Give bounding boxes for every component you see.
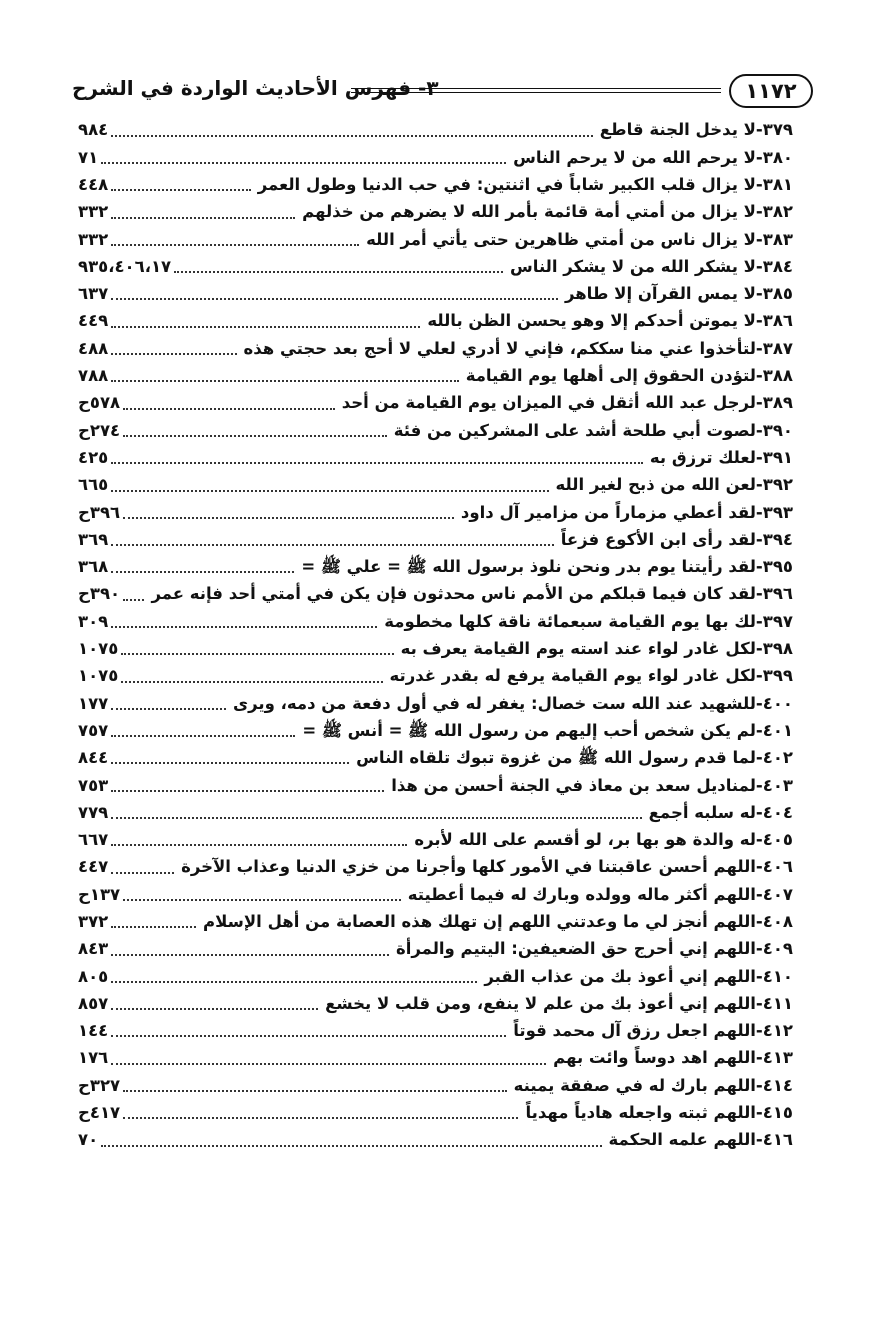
entry-text: ٣٨٣-لا يزال ناس من أمتي ظاهرين حتى يأتي أمر الله	[366, 229, 793, 249]
index-entry	[78, 308, 793, 335]
index-entry	[78, 526, 793, 553]
entry-page-ref: ٩٨٤	[78, 120, 109, 140]
entry-page-ref: ٦٦٥	[78, 475, 109, 495]
dot-leader	[111, 544, 553, 546]
entry-text: ٤٠٧-اللهم أكثر ماله وولده وبارك له فيما أعطيته	[407, 884, 793, 904]
entry-page-ref: ٧٨٨	[78, 366, 109, 386]
dot-leader	[111, 954, 389, 956]
entry-text: ٤١٠-اللهم إني أعوذ بك من عذاب القبر	[484, 966, 793, 986]
entry-text: ٣٨٥-لا يمس القرآن إلا طاهر	[564, 284, 793, 304]
entry-text: ٣٩٣-لقد أعطي مزماراً من مزامير آل داود	[460, 502, 793, 522]
entry-page-ref: ٣٣٢	[78, 202, 109, 222]
dot-leader	[111, 872, 174, 874]
entry-text: ٤٠١-لم يكن شخص أحب إليهم من رسول الله ﷺ = أنس ﷺ =	[302, 720, 793, 740]
header-title: ٣- فهرس الأحاديث الواردة في الشرح	[72, 76, 439, 100]
entry-page-ref: ٤٤٨	[78, 174, 109, 194]
entry-text: ٣٧٩-لا يدخل الجنة قاطع	[599, 120, 793, 140]
entry-page-ref: ١٠٧٥	[78, 639, 119, 659]
dot-leader	[111, 1063, 546, 1065]
entry-page-ref: ١٧٦	[78, 1048, 109, 1068]
entry-text: ٣٩٦-لقد كان فيما قبلكم من الأمم ناس محدثون فإن يكن في أمتي أحد فإنه عمر	[151, 584, 793, 604]
dot-leader	[123, 899, 401, 901]
index-entry	[78, 1045, 793, 1072]
dot-leader	[111, 135, 593, 137]
index-entry	[78, 117, 793, 144]
entry-page-ref: ٧٠	[78, 1130, 99, 1150]
index-entry	[78, 499, 793, 526]
index-entry	[78, 799, 793, 826]
index-entry	[78, 1127, 793, 1154]
entry-text: ٤١١-اللهم إني أعوذ بك من علم لا ينفع، ومن قلب لا يخشع	[325, 993, 793, 1013]
entry-page-ref: ٣٦٨	[78, 557, 109, 577]
entry-text: ٤٠٥-له والدة هو بها بر، لو أقسم على الله لأبره	[414, 830, 793, 850]
entry-page-ref: ١٣٧ح	[78, 884, 121, 904]
entry-page-ref: ٣٠٩	[78, 611, 109, 631]
entry-page-ref: ٣٦٩	[78, 529, 109, 549]
entry-page-ref: ٤٢٥	[78, 447, 109, 467]
dot-leader	[101, 1145, 601, 1147]
entry-text: ٤٠٢-لما قدم رسول الله ﷺ من غزوة تبوك تلقاه الناس	[356, 748, 793, 768]
dot-leader	[111, 380, 458, 382]
dot-leader	[111, 981, 477, 983]
dot-leader	[111, 790, 384, 792]
dot-leader	[111, 626, 377, 628]
dot-leader	[123, 517, 454, 519]
index-entry	[78, 636, 793, 663]
entry-page-ref: ٤٤٩	[78, 311, 109, 331]
entry-page-ref: ٧٥٣	[78, 775, 109, 795]
dot-leader	[111, 926, 196, 928]
index-entry	[78, 581, 793, 608]
entry-text: ٤٠٠-للشهيد عند الله ست خصال: يغفر له في أول دفعة من دمه، ويرى	[233, 693, 793, 713]
index-entry	[78, 1100, 793, 1127]
index-entry	[78, 936, 793, 963]
index-entry	[78, 281, 793, 308]
entry-page-ref: ١٤٤	[78, 1021, 109, 1041]
dot-leader	[111, 1008, 318, 1010]
dot-leader	[121, 681, 382, 683]
dot-leader	[111, 298, 558, 300]
entry-page-ref: ٣٣٢	[78, 229, 109, 249]
entry-page-ref: ١٠٧٥	[78, 666, 119, 686]
dot-leader	[174, 271, 503, 273]
entry-text: ٤١٣-اللهم اهد دوساً وائت بهم	[553, 1048, 793, 1068]
entry-text: ٣٨١-لا يزال قلب الكبير شاباً في اثنتين: في حب الدنيا وطول العمر	[257, 174, 793, 194]
entry-page-ref: ٤٨٨	[78, 338, 109, 358]
index-entry	[78, 363, 793, 390]
entry-text: ٤٠٤-له سلبه أجمع	[648, 802, 793, 822]
entry-page-ref: ٣٩٦ح	[78, 502, 121, 522]
index-entry	[78, 390, 793, 417]
entry-text: ٣٩٠-لصوت أبي طلحة أشد على المشركين من فئة	[393, 420, 793, 440]
entry-text: ٣٩٩-لكل غادر لواء يوم القيامة يرفع له بقدر غدرته	[389, 666, 793, 686]
index-entry	[78, 718, 793, 745]
entry-text: ٣٨٩-لرجل عبد الله أثقل في الميزان يوم القيامة من أحد	[341, 393, 793, 413]
index-entry	[78, 608, 793, 635]
index-entry	[78, 172, 793, 199]
entry-text: ٤٠٦-اللهم أحسن عاقبتنا في الأمور كلها وأجرنا من خزي الدنيا وعذاب الآخرة	[181, 857, 793, 877]
dot-leader	[111, 844, 407, 846]
entry-page-ref: ٨٥٧	[78, 993, 109, 1013]
dot-leader	[123, 1117, 518, 1119]
entry-text: ٤٠٨-اللهم أنجز لي ما وعدتني اللهم إن تهلك هذه العصابة من أهل الإسلام	[203, 912, 793, 931]
index-entry	[78, 663, 793, 690]
dot-leader	[123, 599, 144, 601]
dot-leader	[123, 435, 387, 437]
dot-leader	[111, 462, 643, 464]
entry-text: ٣٨٠-لا يرحم الله من لا يرحم الناس	[513, 147, 793, 167]
entry-page-ref: ٧٥٧	[78, 720, 109, 740]
entry-page-ref: ٦٣٧	[78, 284, 109, 304]
index-entry	[78, 417, 793, 444]
page-number: ١١٧٢	[729, 74, 813, 108]
entry-text: ٣٨٦-لا يموتن أحدكم إلا وهو يحسن الظن بالله	[427, 311, 793, 331]
entry-text: ٣٩٨-لكل غادر لواء عند استه يوم القيامة يعرف به	[400, 639, 793, 659]
entry-page-ref: ٨٤٣	[78, 939, 109, 959]
index-entry	[78, 253, 793, 280]
entry-text: ٣٩٤-لقد رأى ابن الأكوع فزعاً	[560, 529, 793, 549]
dot-leader	[121, 653, 393, 655]
dot-leader	[111, 353, 236, 355]
entry-page-ref: ٦٦٧	[78, 830, 109, 850]
dot-leader	[123, 408, 335, 410]
dot-leader	[111, 217, 295, 219]
entry-text: ٤١٦-اللهم علمه الحكمة	[608, 1130, 793, 1150]
entry-text: ٣٨٢-لا يزال من أمتي أمة قائمة بأمر الله لا يضرهم من خذلهم	[302, 202, 793, 222]
entry-text: ٣٨٧-لتأخذوا عني منا سككم، فإني لا أدري لعلي لا أحج بعد حجتي هذه	[243, 338, 793, 358]
index-entry	[78, 1072, 793, 1099]
entry-page-ref: ٤٤٧	[78, 857, 109, 877]
entry-text: ٤١٥-اللهم ثبته واجعله هادياً مهدياً	[525, 1103, 793, 1123]
entry-page-ref: ١٧٧	[78, 693, 109, 713]
entry-text: ٤١٤-اللهم بارك له في صفقة يمينه	[513, 1075, 793, 1095]
entry-text: ٣٩٢-لعن الله من ذبح لغير الله	[555, 475, 793, 495]
index-entry	[78, 554, 793, 581]
dot-leader	[111, 244, 359, 246]
entry-text: ٣٩٥-لقد رأيتنا يوم بدر ونحن نلوذ برسول الله ﷺ = علي ﷺ =	[301, 557, 793, 577]
index-entry	[78, 472, 793, 499]
dot-leader	[111, 1035, 506, 1037]
dot-leader	[111, 817, 641, 819]
entry-page-ref: ٤١٧ح	[78, 1103, 121, 1123]
dot-leader	[111, 490, 548, 492]
dot-leader	[111, 762, 349, 764]
index-entry	[78, 144, 793, 171]
entry-page-ref: ٣٢٧ح	[78, 1075, 121, 1095]
index-entry	[78, 1018, 793, 1045]
dot-leader	[111, 735, 295, 737]
entry-page-ref: ٢٧٤ح	[78, 420, 121, 440]
entry-page-ref: ٧٧٩	[78, 802, 109, 822]
dot-leader	[111, 708, 226, 710]
entry-page-ref: ٥٧٨ح	[78, 393, 121, 413]
index-entry	[78, 772, 793, 799]
entry-text: ٣٩٧-لك بها يوم القيامة سبعمائة ناقة كلها مخطومة	[384, 611, 793, 631]
entry-text: ٣٩١-لعلك ترزق به	[649, 447, 793, 467]
index-entry	[78, 963, 793, 990]
entry-page-ref: ٨٠٥	[78, 966, 109, 986]
entry-page-ref: ٩٣٥،٤٠٦،١٧	[78, 256, 172, 276]
entry-page-ref: ٣٩٠ح	[78, 584, 121, 604]
entry-page-ref: ٧١	[78, 147, 99, 167]
page-header	[72, 74, 813, 110]
index-entry	[78, 854, 793, 881]
hadith-index-list	[78, 117, 793, 1154]
index-entry	[78, 881, 793, 908]
dot-leader	[111, 326, 420, 328]
index-entry	[78, 745, 793, 772]
index-entry	[78, 690, 793, 717]
index-entry	[78, 199, 793, 226]
entry-page-ref: ٣٧٢	[78, 912, 109, 931]
index-entry	[78, 991, 793, 1018]
index-entry	[78, 335, 793, 362]
entry-text: ٤٠٣-لمناديل سعد بن معاذ في الجنة أحسن من هذا	[391, 775, 793, 795]
index-entry	[78, 445, 793, 472]
dot-leader	[123, 1090, 507, 1092]
index-entry	[78, 827, 793, 854]
dot-leader	[101, 162, 506, 164]
entry-text: ٤٠٩-اللهم إني أحرج حق الضعيفين: اليتيم والمرأة	[395, 939, 793, 959]
dot-leader	[111, 189, 250, 191]
entry-text: ٣٨٤-لا يشكر الله من لا يشكر الناس	[509, 256, 793, 276]
entry-text: ٤١٢-اللهم اجعل رزق آل محمد قوتاً	[513, 1021, 793, 1041]
entry-page-ref: ٨٤٤	[78, 748, 109, 768]
dot-leader	[111, 571, 294, 573]
index-entry	[78, 226, 793, 253]
entry-text: ٣٨٨-لتؤدن الحقوق إلى أهلها يوم القيامة	[465, 366, 793, 386]
index-entry	[78, 909, 793, 936]
